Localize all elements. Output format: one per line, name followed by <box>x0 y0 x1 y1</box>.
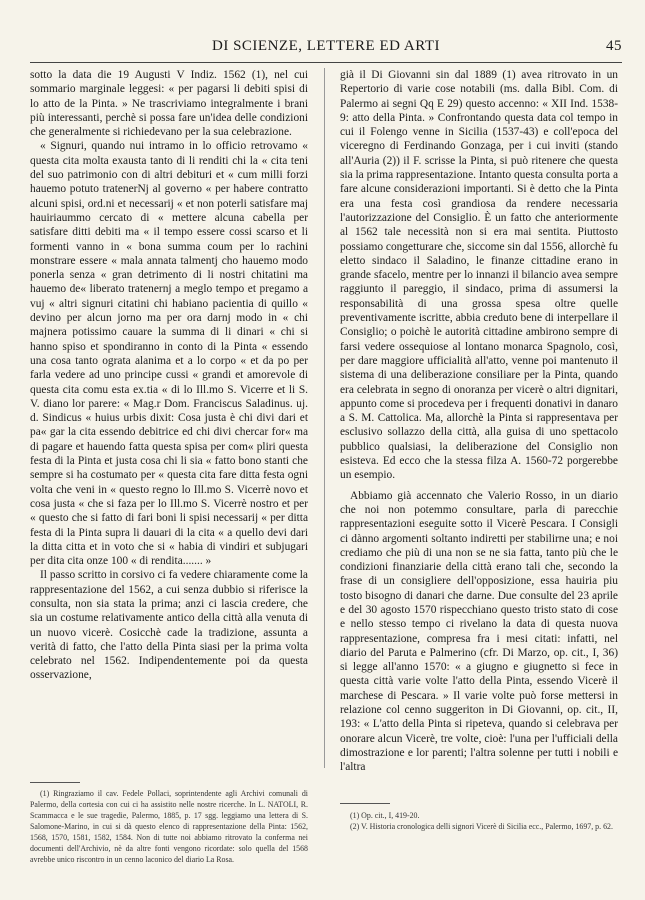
column-divider <box>324 68 325 768</box>
footnote-rule-left <box>30 782 80 783</box>
footnote: (2) V. Historia cronologica delli signori Vicerè di Sicilia ecc., Palermo, 1697, p. 62. <box>350 822 613 831</box>
right-column <box>340 68 618 775</box>
footnotes-left <box>30 788 308 865</box>
footnote: (1) Op. cit., I, 419-20. <box>350 811 420 820</box>
paragraph: Il passo scritto in corsivo ci fa vedere chiaramente come la rappresentazione del 1562, a cui senza dubbio si riferisce la consulta, non sia stata la prima; anzi ci lascia credere, che sia un costume relativamente antico della città alla venuta di un nuovo vicerè. Cosicchè cade la tradizione, assunta a verità di fatto, che l'atto della Pinta siasi per la prima volta celebrato nel 1562. Indipendentemente poi da questa osservazione, <box>30 569 308 682</box>
header-rule <box>30 62 622 63</box>
paragraph: già il Di Giovanni sin dal 1889 (1) avea ritrovato in un Repertorio di varie cose notabili (ms. dalla Bibl. Com. di Palermo ai segni Qq E 29) questo accenno: « XII Ind. 1538-9: atto della Pinta. » Confrontando questa data col tempo in cui il Folengo venne in Sicilia (1537-43) e coll'epoca del viceregno di Ferdinando Gonzaga, per i cui inviti (stando all'Auria (2)) il F. scrisse la Pinta, si può ritenere che questa sia la prima rappresentazione. Intanto questa consulta porta a fare alcune considerazioni importanti. Si è detto che la Pinta era una festa così grandiosa da rendere necessaria l'autorizzazione del Consiglio. È un fatto che anteriormente al 1562 tale necessità non si era mai sentita. Piuttosto possiamo congetturare che, siccome sin dal 1556, allorchè fu eletto sindaco il Saladino, le finanze cittadine erano in grande sfacelo, mentre per lo innanzi il bilancio avea sempre raggiunto il pareggio, il sindaco, prima di assumersi la responsabilità di una grossa spesa oltre quelle preventivamente iscritte, abbia creduto bene di interpellare il Consiglio; o poichè le autorità cittadine ambirono sempre di farsi vedere ossequiose al lontano monarca Spagnolo, così, per dare maggiore ufficialità all'atto, venne poi mantenuto il sistema di una deliberazione consiliare per la Pinta, quando era celebrata in segno di onoranza per vicerè o altri dignitari, appunto come si procedeva per i frequenti donativi in danaro a S. M. Cattolica. Ma, allorchè la Pinta si rappresentava per esclusivo sollazzo della città, alla guisa di uno spettacolo pubblico qualsiasi, la deliberazione del Consiglio non esisteva. Ed ecco che la stessa filza A. 1560-72 porgerebbe un esempio. <box>340 69 619 482</box>
page-number: 45 <box>606 38 622 54</box>
quoted-document: « Signuri, quando nui intramo in lo officio retrovamo « questa cita molta exausta tanto di li renditi chi la « cita teni del suo patrimonio con di altri debituri et « cum milli forzi hauemo potuto tratenerNj al governo « per habere contratto alcuni spisi, ord.ni et necessarij « et non poterli satisfare maj hauiriaummo cercato di « mettere alcuna cabella per satisfare ditti debiti ma « il tempo essere cossi scarso et li formenti vanno in « bona summa coum per lo rachini monstrare essere « mala annata talmentj cho hauemo modo ponerla senza « gran detrimento di li nostri chitatini ma hauemo de« liberato tratenernj a meglo tempo et pregamo a vuj « altri signuri citatini chi habiano pacientia di quillo « devino per alcun jorno ma per ora darnj modo in « chi majnera potissimo cauare la summa di li dinari « chi si hanno spiso et spondiranno in conto di la Pinta « essendo una cosa tanto ograta alanima et a lo corpo « et da po per farla vedere ad uno principe cussi « grandi et amorevole di questa cita comu esta ex.tia « di lo Ill.mo S. Vicerre et li S. V. diano lor parere: « Mag.r Dom. Franciscus Saladinus. uj. d. Sindicus « huius urbis dixit: Cosa justa è chi divi dari et pa« gar la cita essendo debitrice ed chi divi chercar for« ma di pagare et hauendo fatta questa spisa per com« pliri questa festa di la Pinta et justa cosa chi li sia « fatto bono stanti che sempre si ha costumato per « questa cita fare ditta festa ogni volta che veni in « questo regno lo Ill.mo S. Vicerrè novo et cosa justa « che si faza per lo Ill.mo S. Vicerrè nostro et per « questo che si fatto di fari boni li spisi necessarij « per ditta festa di la Pinta supra li dauari di la cita « a quello devi dari la ditta citta et in voto che si « habia di vindiri et subjugari per dita cita onze 100 « di rendita....... » <box>30 140 308 568</box>
running-header <box>30 38 622 58</box>
left-column <box>30 68 308 683</box>
footnotes-right <box>340 810 618 832</box>
paragraph: Abbiamo già accennato che Valerio Rosso, in un diario che noi non potemmo consultare, parla di parecchie rappresentazioni eseguite sotto il Vicerè Pescara. I Consigli ci dànno argomenti soltanto indiretti per stabilirne una; e noi crediamo che più di una non se ne sia fatta, tanto più che le condizioni finanziarie della città erano tali che, secondo la frase di un consigliere dell'opposizione, essa hauiria piu tosto bisogno di danari che darne. Due consulte del 23 aprile e del 30 agosto 1570 rispecchiano questo tristo stato di cose e nello stesso tempo ci rivelano la data di questa nuova rappresentazione, compresa fra i mesi citati: infatti, nel diario del Paruta e Palmerino (cfr. Di Marzo, op. cit., I, 36) si legge all'anno 1570: « a giugno e giugnetto si fece in questa città varie volte l'atto della Pinta, essendo Vicerè il marchese di Pescara. » Il varie volte può forse mettersi in relazione col cenno suggeriton in Di Giovanni, op. cit., II, 193: « L'atto della Pinta si ripeteva, quando si celebrava per onorare alcun Vicerè, tre volte, cioè: l'una per l'ufficiali della dimostrazione e lor parenti; l'altra solenne per tutti i nobili e l'altra <box>340 489 618 774</box>
footnote: (1) Ringraziamo il cav. Fedele Pollaci, soprintendente agli Archivi comunali di Palermo, della cortesia con cui ci ha assistito nelle nostre ricerche. In L. NATOLI, R. Scammacca e le sue tragedie, Palermo, 1885, p. 17 sgg. leggiamo una lettera di S. Salomone-Marino, in cui si dà questo elenco di rappresentazione della Pinta: 1562, 1568, 1570, 1581, 1582, 1584. Non di tutte noi abbiamo ritrovato la conferma nei documenti dell'Archivio, nè da altre fonti vengono ricordate: solo quella del 1568 avrebbe unico riscontro in un cenno laconico del diario La Rosa. <box>30 789 308 864</box>
footnote-rule-right <box>340 803 390 804</box>
paragraph: sotto la data die 19 Augusti V Indiz. 1562 (1), nel cui sommario marginale leggesi: « per pagarsi li debiti spisi di lo atto de la Pinta. » Ne trascriviamo integralmente i brani più interessanti, perchè si possa fare un'idea delle condizioni che generalmente si richiedevano per la sua celebrazione. <box>30 69 308 139</box>
journal-title: DI SCIENZE, LETTERE ED ARTI <box>212 38 440 54</box>
